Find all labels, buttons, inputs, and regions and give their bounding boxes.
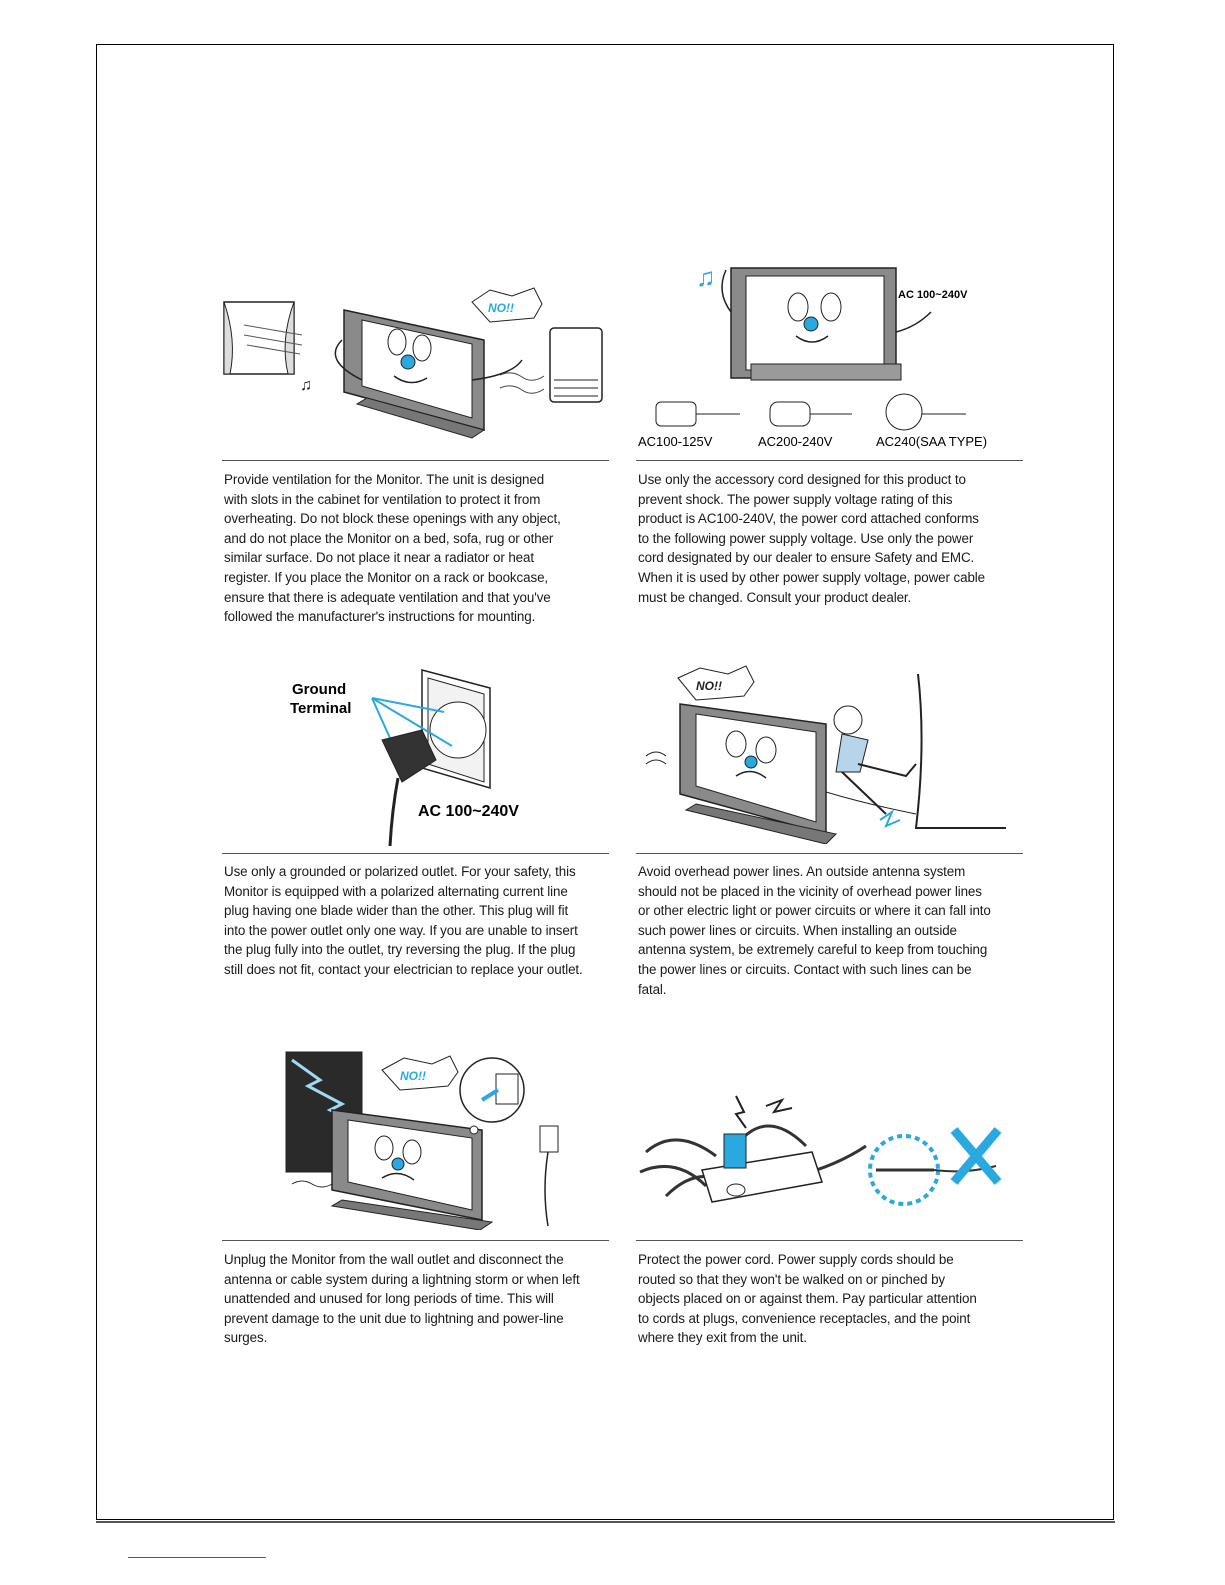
ventilation-caption: Provide ventilation for the Monitor. The unit is designed with slots in the cabinet for ventilation to protect it from overheating. Do not block these openings with any object, and do not place the Monitor on a bed, sofa, rug or other similar surface. Do not place it near a radiator or heat register. If you place the Monitor on a rack or bookcase, ensure that there is adequate ventilation and that you've followed the manufacturer's instructions for mounting. (224, 472, 561, 625)
outlet-drawing (222, 660, 609, 846)
lightning-icon (736, 1096, 746, 1128)
ground-terminal-illustration (222, 660, 609, 846)
section-divider (222, 460, 609, 461)
grounded-outlet-caption: Use only a grounded or polarized outlet. For your safety, this Monitor is equipped with a polarized alternating current line plug having one blade wider than the other. This plug will fit into the power outlet only one way. If you are unable to insert the plug fully into the outlet, try reversing the plug. If the plug still does not fit, contact your electrician to replace your outlet. (224, 864, 583, 977)
ventilation-illustration (222, 280, 609, 440)
section-divider (222, 853, 609, 854)
lightning-caption: Unplug the Monitor from the wall outlet and disconnect the antenna or cable system during a lightning storm or when left unattended and unused for long periods of time. This will prevent damage to the unit due to lightning and power-line surges. (224, 1252, 580, 1346)
section-divider (222, 1240, 609, 1241)
monitor-pulled-drawing (636, 664, 1023, 844)
spark-icon (880, 812, 900, 826)
section-accessory-cord (636, 252, 1023, 612)
monitor-lightning-drawing (222, 1050, 609, 1230)
ground-label: Ground (292, 681, 347, 698)
no-bubble-text: NO!! (696, 679, 722, 693)
accessory-cord-caption: Use only the accessory cord designed for this product to prevent shock. The power supply voltage rating of this product is AC100-240V, the power cord attached conforms to the following power supply voltage. Use only the power cord designated by our dealer to ensure Safety and EMC. When it is used by other power supply voltage, power cable must be changed. Consult your product dealer. (638, 472, 986, 605)
music-note-icon: ♫ (300, 377, 312, 394)
section-lightning-unplug (222, 1050, 609, 1370)
footer-link-underline (128, 1557, 266, 1558)
section-divider (636, 1240, 1023, 1241)
protect-cord-caption: Protect the power cord. Power supply cords should be routed so that they won't be walked on or pinched by objects placed on or against them. Pay particular attention to cords at plugs, convenience receptacles, and the point where they exit from the unit. (638, 1252, 977, 1346)
overloaded-strip-drawing (636, 1086, 1023, 1210)
section-divider (636, 460, 1023, 461)
section-overhead-power-lines (636, 664, 1023, 1004)
voltage-label: AC 100~240V (898, 289, 968, 301)
no-bubble-text: NO!! (400, 1069, 426, 1083)
page-bottom-rule (96, 1521, 1115, 1523)
overhead-lines-illustration (636, 664, 1023, 844)
overhead-lines-caption: Avoid overhead power lines. An outside antenna system should not be placed in the vicinity of overhead power lines or other electric light or power circuits or where it can fall into such power lines or circuits. When installing an outside antenna system, be extremely careful to keep from touching the power lines or circuits. Contact with such lines can be fatal. (638, 864, 991, 997)
section-ventilation (222, 280, 609, 640)
section-protect-power-cord (636, 1086, 1023, 1376)
plug-label-eu: AC200-240V (758, 434, 833, 449)
monitor-ventilation-drawing (222, 280, 609, 440)
power-cord-illustration (636, 252, 1023, 452)
music-note-icon: ♫ (696, 262, 716, 292)
power-cord-protection-illustration (636, 1086, 1023, 1210)
voltage-label: AC 100~240V (418, 803, 519, 820)
monitor-voltage-drawing (636, 252, 1023, 452)
no-bubble-text: NO!! (488, 301, 514, 315)
terminal-label: Terminal (290, 700, 352, 717)
plug-label-saa: AC240(SAA TYPE) (876, 434, 988, 449)
section-divider (636, 853, 1023, 854)
plug-label-us: AC100-125V (638, 434, 713, 449)
close-icon (954, 1130, 998, 1182)
lightning-illustration (222, 1050, 609, 1230)
section-grounded-outlet (222, 660, 609, 1000)
